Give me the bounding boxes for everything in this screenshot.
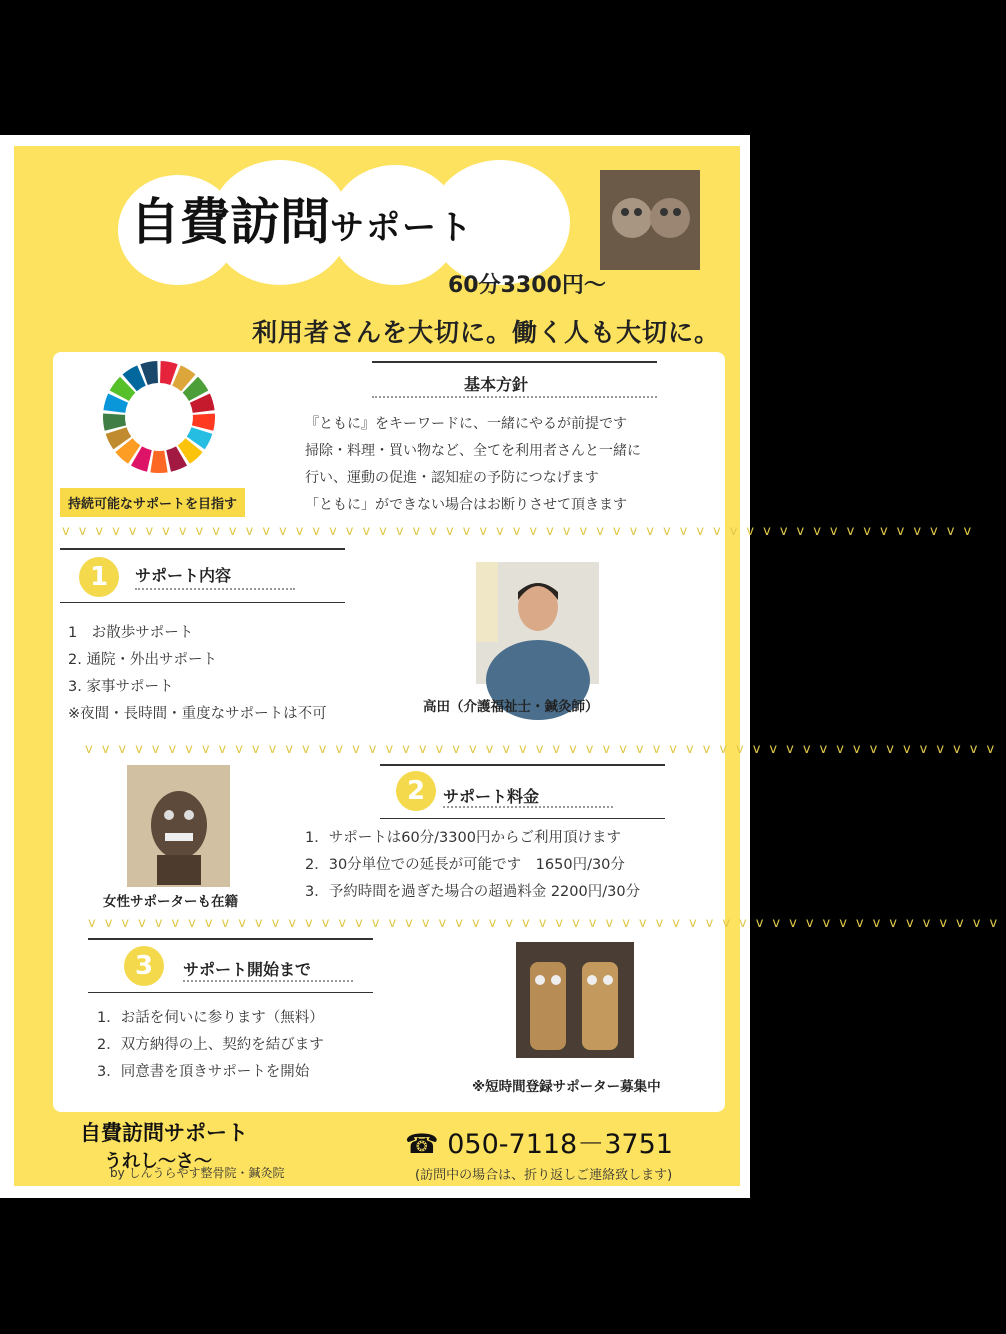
policy-line: 行い、運動の促進・認知症の予防につなげます	[305, 470, 599, 486]
phone-number[interactable]: 050-7118－3751	[447, 1129, 673, 1160]
policy-line: 「ともに」ができない場合はお断りさせて頂きます	[305, 497, 627, 513]
phone-icon: ☎	[405, 1129, 439, 1160]
chevron-divider: vvvvvvvvvvvvvvvvvvvvvvvvvvvvvvvvvvvvvvvvvvvvvvvvvvvvvvv	[88, 916, 1006, 931]
brand-line2: うれし〜さ〜	[104, 1151, 212, 1172]
slogan-text: 利用者さんを大切に。働く人も大切に。	[252, 318, 721, 347]
section1-underline	[135, 588, 295, 590]
section3-list	[97, 1005, 437, 1086]
section2-rule	[380, 764, 665, 766]
list-item: 2．30分単位での延長が可能です 1650円/30分	[305, 857, 625, 873]
chevron-divider: vvvvvvvvvvvvvvvvvvvvvvvvvvvvvvvvvvvvvvvvvvvvvvvvvvvvvvv	[85, 742, 1004, 757]
price-text: 60分3300円～	[448, 273, 606, 298]
policy-rule	[372, 361, 657, 363]
policy-line: 『ともに』をキーワードに、一緒にやるが前提です	[305, 416, 627, 432]
section2-rule-bottom	[380, 818, 665, 819]
policy-heading: 基本方針	[464, 375, 529, 394]
phone-note: (訪問中の場合は、折り返しご連絡致します)	[415, 1168, 673, 1183]
sdg-wheel-segment	[103, 414, 126, 431]
staff-photo	[476, 562, 599, 684]
sdg-wheel-segment	[192, 414, 215, 431]
title-kana: サポート	[330, 208, 474, 248]
recruit-caption: ※短時間登録サポーター募集中	[472, 1079, 661, 1095]
list-item: 1．サポートは60分/3300円からご利用頂けます	[305, 830, 621, 846]
list-item: 2．双方納得の上、契約を結びます	[97, 1037, 324, 1053]
section3-rule	[88, 938, 373, 940]
shisa-pair-photo	[516, 942, 634, 1058]
section3-rule-bottom	[88, 992, 373, 993]
section3-underline	[183, 980, 353, 982]
phone-block[interactable]	[405, 1122, 673, 1161]
section3-heading: サポート開始まで	[183, 960, 312, 979]
list-item: 1．お話を伺いに参ります（無料）	[97, 1010, 324, 1026]
section1-rule	[60, 548, 345, 550]
policy-underline	[372, 396, 657, 398]
sdg-wheel-segment	[150, 451, 167, 473]
section1-rule-bottom	[60, 602, 345, 603]
section2-underline	[443, 806, 613, 808]
brand-line1: 自費訪問サポート	[80, 1121, 248, 1145]
list-note: ※夜間・長時間・重度なサポートは不可	[68, 706, 327, 722]
section2-number: 2	[396, 771, 436, 811]
chevron-divider: vvvvvvvvvvvvvvvvvvvvvvvvvvvvvvvvvvvvvvvvvvvvvvvvvvvvvvv	[62, 524, 981, 539]
section1-heading: サポート内容	[135, 566, 232, 585]
section2-list	[305, 825, 725, 906]
list-item: 3．同意書を頂きサポートを開始	[97, 1064, 310, 1080]
sdg-wheel-icon	[100, 358, 218, 476]
page-title	[130, 182, 474, 254]
section1-list	[68, 620, 398, 728]
list-item: 3．予約時間を過ぎた場合の超過料金 2200円/30分	[305, 884, 641, 900]
policy-text	[305, 411, 725, 519]
staff-caption: 高田（介護福祉士・鍼灸師）	[423, 699, 599, 715]
section1-number: 1	[79, 557, 119, 597]
policy-line: 掃除・料理・買い物など、全てを利用者さんと一緒に	[305, 443, 641, 459]
shisa-statue-photo	[127, 765, 230, 887]
section2-heading: サポート料金	[443, 787, 540, 806]
supporter-caption: 女性サポーターも在籍	[103, 894, 238, 910]
by-line: by しんうらやす整骨院・鍼灸院	[110, 1166, 285, 1180]
list-item: 2. 通院・外出サポート	[68, 652, 217, 668]
shisa-photo	[600, 170, 700, 270]
list-item: 1 お散歩サポート	[68, 625, 194, 641]
section3-number: 3	[124, 946, 164, 986]
sdg-label: 持続可能なサポートを目指す	[60, 488, 245, 517]
list-item: 3. 家事サポート	[68, 679, 174, 695]
title-kanji: 自費訪問	[130, 193, 330, 251]
